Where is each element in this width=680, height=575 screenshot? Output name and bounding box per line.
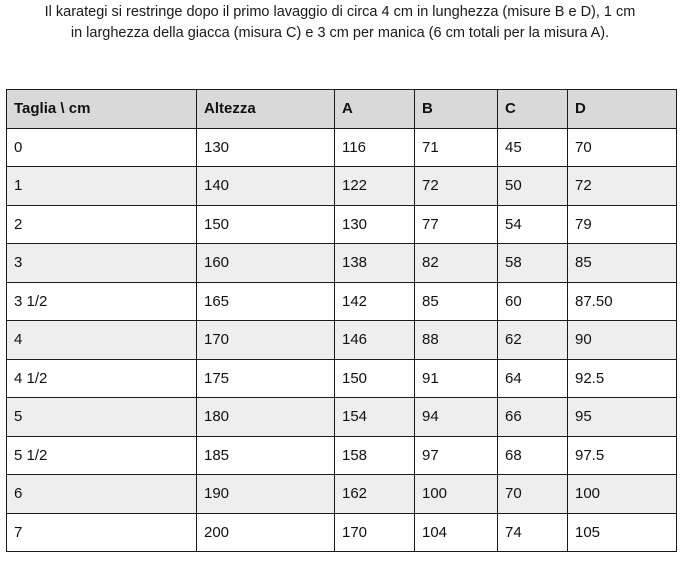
cell-taglia: 7 [7, 513, 197, 552]
cell-c: 70 [498, 475, 568, 514]
cell-b: 71 [415, 128, 498, 167]
table-row [7, 282, 677, 321]
table-row [7, 398, 677, 437]
cell-a: 150 [335, 359, 415, 398]
cell-taglia: 6 [7, 475, 197, 514]
cell-d: 97.5 [568, 436, 677, 475]
cell-a: 116 [335, 128, 415, 167]
cell-c: 50 [498, 167, 568, 206]
cell-b: 104 [415, 513, 498, 552]
cell-c: 66 [498, 398, 568, 437]
cell-d: 79 [568, 205, 677, 244]
cell-a: 146 [335, 321, 415, 360]
table-row [7, 321, 677, 360]
cell-c: 60 [498, 282, 568, 321]
cell-taglia: 4 [7, 321, 197, 360]
cell-d: 90 [568, 321, 677, 360]
cell-c: 54 [498, 205, 568, 244]
cell-altezza: 190 [197, 475, 335, 514]
cell-taglia: 2 [7, 205, 197, 244]
cell-c: 58 [498, 244, 568, 283]
cell-a: 130 [335, 205, 415, 244]
intro-text [0, 2, 680, 44]
cell-d: 95 [568, 398, 677, 437]
table-row [7, 359, 677, 398]
size-chart-table [6, 89, 677, 552]
cell-altezza: 165 [197, 282, 335, 321]
cell-c: 62 [498, 321, 568, 360]
table-row [7, 475, 677, 514]
cell-b: 77 [415, 205, 498, 244]
cell-c: 64 [498, 359, 568, 398]
cell-b: 82 [415, 244, 498, 283]
cell-b: 85 [415, 282, 498, 321]
cell-b: 100 [415, 475, 498, 514]
cell-b: 91 [415, 359, 498, 398]
cell-d: 92.5 [568, 359, 677, 398]
cell-taglia: 1 [7, 167, 197, 206]
cell-b: 88 [415, 321, 498, 360]
header-a: A [335, 90, 415, 129]
cell-altezza: 170 [197, 321, 335, 360]
cell-b: 94 [415, 398, 498, 437]
cell-altezza: 150 [197, 205, 335, 244]
cell-altezza: 180 [197, 398, 335, 437]
cell-altezza: 200 [197, 513, 335, 552]
cell-taglia: 3 1/2 [7, 282, 197, 321]
cell-a: 142 [335, 282, 415, 321]
table-header-row [7, 90, 677, 129]
cell-d: 85 [568, 244, 677, 283]
intro-line-2: in larghezza della giacca (misura C) e 3 cm per manica (6 cm totali per la misura A). [70, 25, 610, 41]
cell-taglia: 4 1/2 [7, 359, 197, 398]
cell-altezza: 160 [197, 244, 335, 283]
cell-a: 122 [335, 167, 415, 206]
header-c: C [498, 90, 568, 129]
cell-taglia: 3 [7, 244, 197, 283]
cell-c: 74 [498, 513, 568, 552]
cell-taglia: 0 [7, 128, 197, 167]
table-row [7, 513, 677, 552]
header-altezza: Altezza [197, 90, 335, 129]
cell-d: 87.50 [568, 282, 677, 321]
cell-altezza: 140 [197, 167, 335, 206]
cell-a: 138 [335, 244, 415, 283]
cell-b: 72 [415, 167, 498, 206]
header-taglia: Taglia \ cm [7, 90, 197, 129]
cell-c: 68 [498, 436, 568, 475]
cell-a: 162 [335, 475, 415, 514]
cell-altezza: 175 [197, 359, 335, 398]
cell-taglia: 5 [7, 398, 197, 437]
cell-b: 97 [415, 436, 498, 475]
cell-d: 72 [568, 167, 677, 206]
table-row [7, 436, 677, 475]
cell-a: 154 [335, 398, 415, 437]
table-row [7, 205, 677, 244]
intro-line-1: Il karategi si restringe dopo il primo lavaggio di circa 4 cm in lunghezza (misure B e D), 1 cm [44, 4, 636, 20]
cell-d: 70 [568, 128, 677, 167]
cell-taglia: 5 1/2 [7, 436, 197, 475]
header-d: D [568, 90, 677, 129]
cell-a: 170 [335, 513, 415, 552]
cell-altezza: 130 [197, 128, 335, 167]
table-row [7, 128, 677, 167]
cell-d: 105 [568, 513, 677, 552]
cell-a: 158 [335, 436, 415, 475]
cell-altezza: 185 [197, 436, 335, 475]
table-row [7, 244, 677, 283]
header-b: B [415, 90, 498, 129]
cell-c: 45 [498, 128, 568, 167]
table-row [7, 167, 677, 206]
cell-d: 100 [568, 475, 677, 514]
